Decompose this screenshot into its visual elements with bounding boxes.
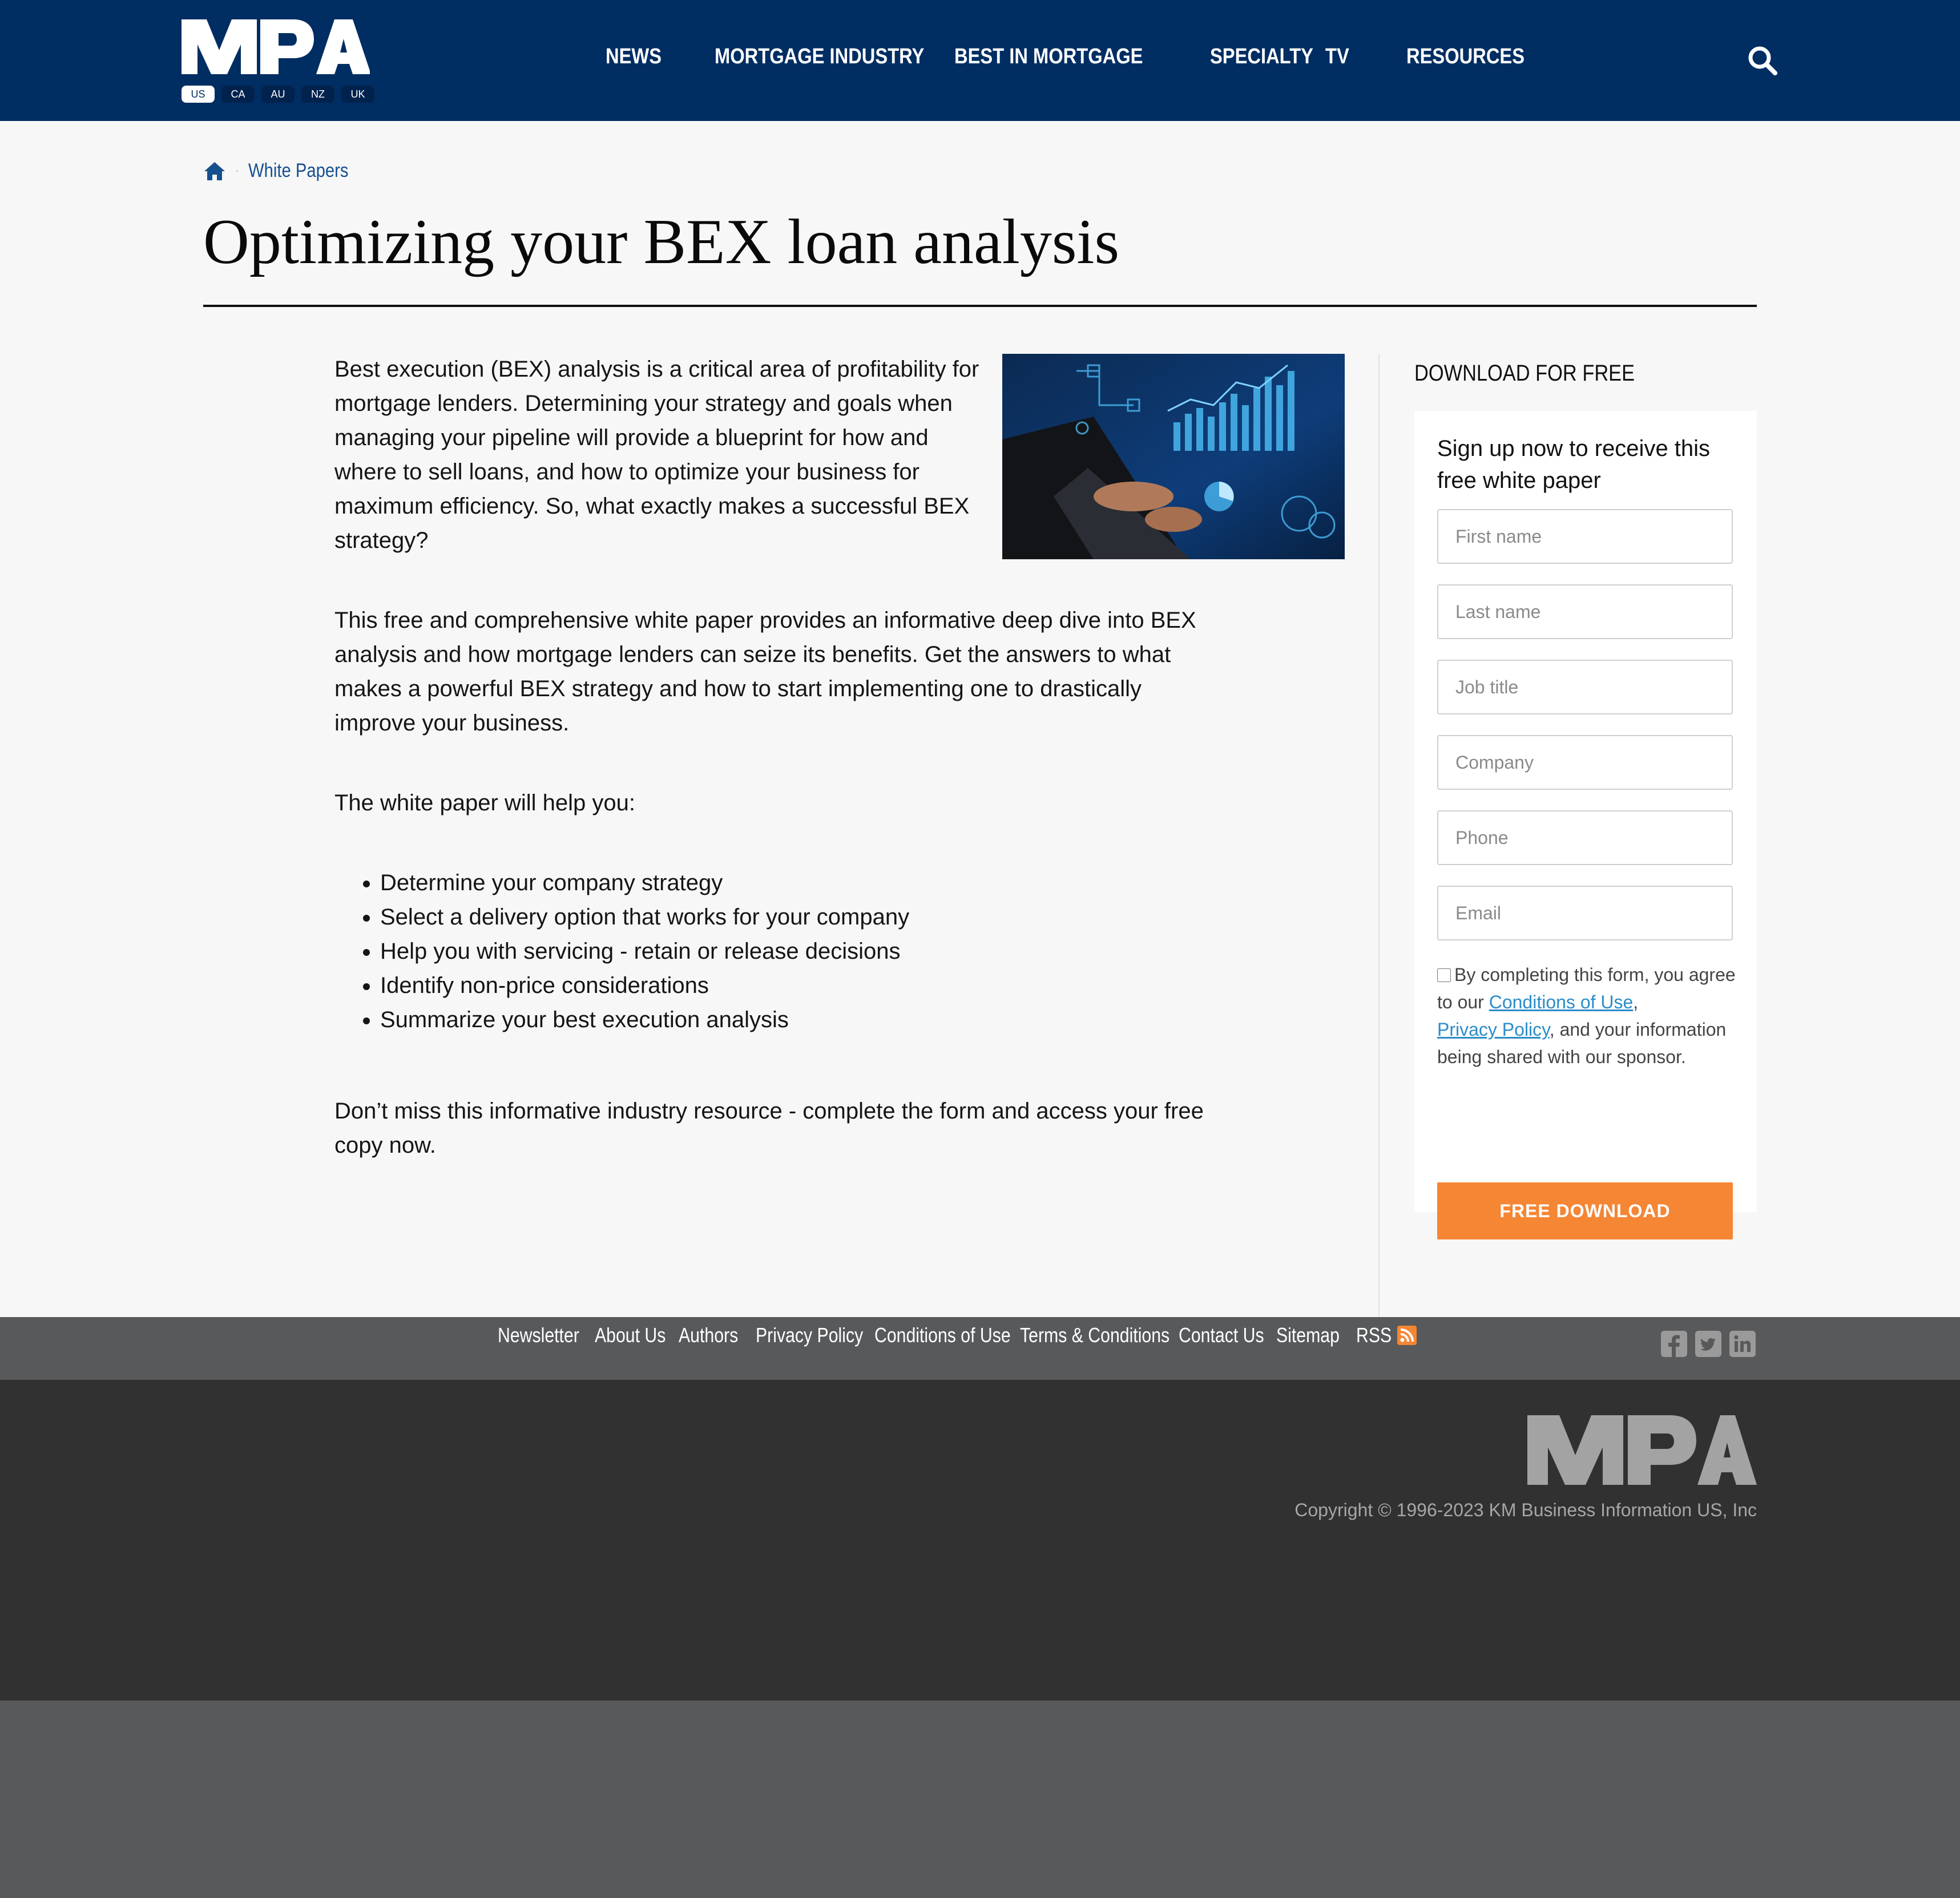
footer-link-conditions-of-use[interactable]: Conditions of Use xyxy=(874,1323,1011,1347)
consent-before: By completing this form, you agree to our xyxy=(1437,964,1736,1012)
footer-link-newsletter[interactable]: Newsletter xyxy=(498,1323,579,1347)
main-nav xyxy=(606,45,1525,69)
region-au[interactable]: AU xyxy=(261,86,295,103)
footer-link-sitemap[interactable]: Sitemap xyxy=(1276,1323,1340,1347)
nav-resources[interactable]: RESOURCES xyxy=(1406,45,1525,68)
copyright-text: Copyright © 1996-2023 KM Business Information US, Inc xyxy=(1294,1500,1757,1520)
footer-link-terms-conditions[interactable]: Terms & Conditions xyxy=(1020,1323,1170,1347)
nav-news[interactable]: NEWS xyxy=(606,45,662,68)
conditions-of-use-link[interactable]: Conditions of Use xyxy=(1489,992,1634,1012)
site-header xyxy=(0,0,1960,121)
footer-link-authors[interactable]: Authors xyxy=(679,1323,739,1347)
company-input[interactable] xyxy=(1437,735,1733,790)
social-links xyxy=(1661,1331,1756,1357)
benefits-list xyxy=(334,866,1271,1037)
search-icon[interactable] xyxy=(1747,45,1778,76)
list-item: • Help you with servicing - retain or release decisions xyxy=(380,934,1271,968)
free-download-button[interactable]: FREE DOWNLOAD xyxy=(1437,1182,1733,1239)
mpa-logo-icon xyxy=(182,17,370,80)
region-us[interactable]: US xyxy=(182,86,215,103)
first-name-input[interactable] xyxy=(1437,509,1733,564)
footer-link-privacy-policy[interactable]: Privacy Policy xyxy=(756,1323,864,1347)
privacy-policy-link[interactable]: Privacy Policy xyxy=(1437,1019,1550,1040)
breadcrumb xyxy=(203,160,365,182)
download-form xyxy=(1414,411,1757,1221)
last-name-input[interactable] xyxy=(1437,584,1733,639)
footer-links-bar xyxy=(0,1317,1960,1380)
region-ca[interactable]: CA xyxy=(221,86,255,103)
list-item: • Select a delivery option that works for your company xyxy=(380,900,1271,934)
article-cta: Don’t miss this informative industry resource - complete the form and access your free copy now. xyxy=(334,1099,1204,1158)
footer-link-about-us[interactable]: About Us xyxy=(595,1323,666,1347)
form-title: Sign up now to receive this free white paper xyxy=(1437,436,1711,493)
linkedin-icon[interactable] xyxy=(1729,1331,1756,1357)
region-nz[interactable]: NZ xyxy=(301,86,334,103)
job-title-input[interactable] xyxy=(1437,660,1733,714)
breadcrumb-separator: · xyxy=(235,164,239,177)
nav-specialty[interactable]: SPECIALTY xyxy=(1210,45,1313,68)
twitter-icon[interactable] xyxy=(1695,1331,1721,1357)
page-title: Optimizing your BEX loan analysis xyxy=(203,207,1120,277)
nav-best-in-mortgage[interactable]: BEST IN MORTGAGE xyxy=(954,45,1143,68)
consent-text xyxy=(1437,961,1745,1071)
email-input[interactable] xyxy=(1437,886,1733,940)
article-intro: Best execution (BEX) analysis is a critical area of profitability for mortgage lenders. Determining your strategy and goals when managing your pipeline will provide a blueprint for how and where to sell loans, and how to optimize your business for maximum efficiency. So, what exactly makes a successful BEX strategy? xyxy=(334,357,979,553)
consent-after: , and your information being shared with our sponsor. xyxy=(1437,1019,1727,1067)
footer-mpa-logo-icon[interactable] xyxy=(1527,1413,1757,1487)
phone-input[interactable] xyxy=(1437,810,1733,865)
footer-link-rss[interactable]: RSS xyxy=(1356,1323,1392,1347)
region-uk[interactable]: UK xyxy=(341,86,374,103)
site-footer xyxy=(0,1380,1960,1701)
article-paragraph-3: The white paper will help you: xyxy=(334,790,635,815)
list-item: • Determine your company strategy xyxy=(380,866,1271,900)
sidebar-divider xyxy=(1378,354,1380,1318)
sidebar-heading: DOWNLOAD FOR FREE xyxy=(1414,361,1635,386)
home-icon[interactable] xyxy=(203,161,226,181)
rss-icon[interactable] xyxy=(1397,1326,1417,1345)
nav-tv[interactable]: TV xyxy=(1325,45,1349,68)
list-item: • Summarize your best execution analysis xyxy=(380,1003,1271,1037)
list-item: • Identify non-price considerations xyxy=(380,968,1271,1003)
facebook-icon[interactable] xyxy=(1661,1331,1687,1357)
nav-mortgage-industry[interactable]: MORTGAGE INDUSTRY xyxy=(715,45,925,68)
article-paragraph-2: This free and comprehensive white paper provides an informative deep dive into BEX analysis and how mortgage lenders can seize its benefits. Get the answers to what makes a powerful BEX strategy and how to start implementing one to drastically improve your business. xyxy=(334,608,1196,736)
main-content xyxy=(0,121,1960,1317)
footer-link-contact-us[interactable]: Contact Us xyxy=(1179,1323,1264,1347)
breadcrumb-white-papers[interactable]: White Papers xyxy=(248,160,349,181)
footer-link-rss-group[interactable] xyxy=(1356,1323,1417,1347)
laptop-analytics-image xyxy=(1002,354,1345,559)
consent-checkbox[interactable] xyxy=(1437,968,1451,982)
title-divider xyxy=(203,305,1757,307)
consent-comma: , xyxy=(1633,992,1639,1012)
region-switcher xyxy=(182,86,374,103)
